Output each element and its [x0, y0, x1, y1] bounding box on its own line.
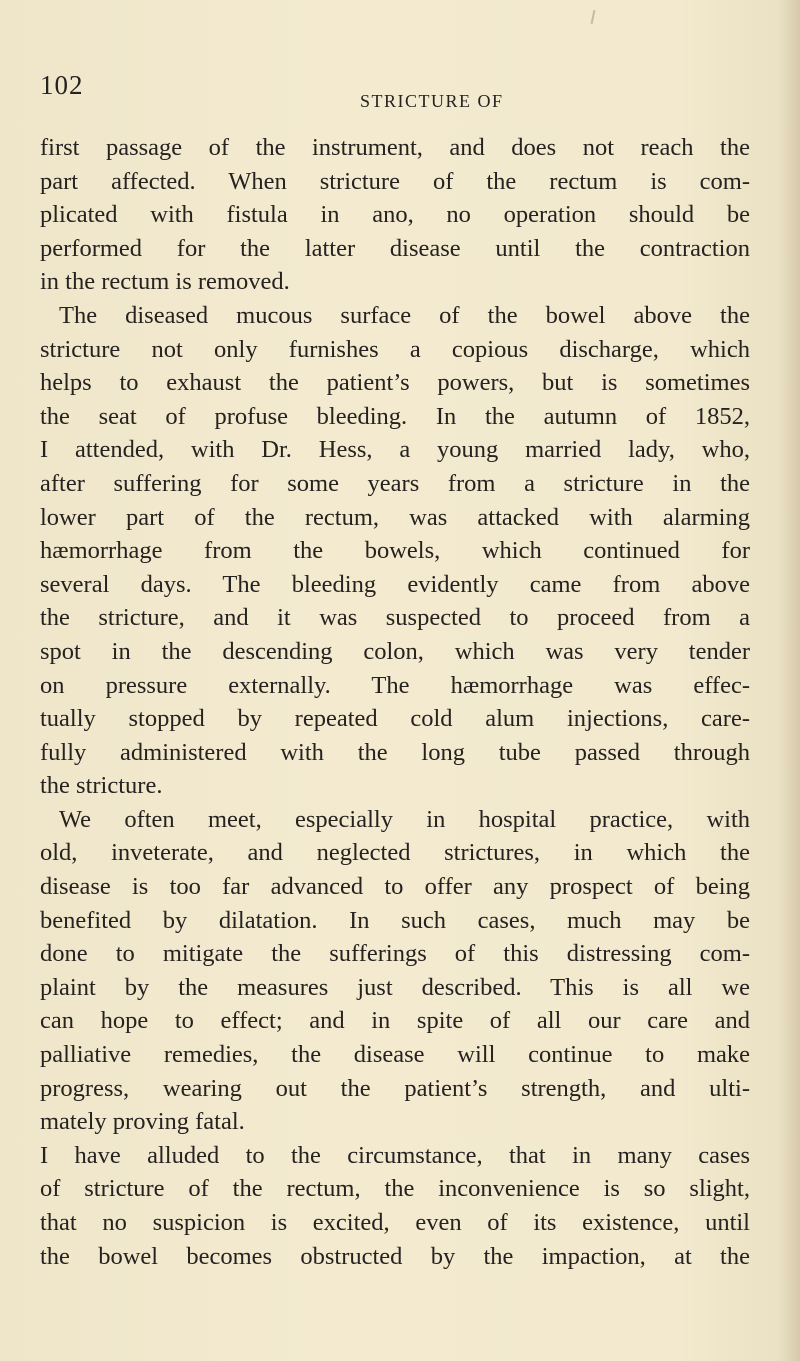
text-line: that no suspicion is excited, even of its existence, until: [40, 1209, 750, 1236]
text-line: hæmorrhage from the bowels, which continued for: [40, 537, 750, 565]
text-line: of stricture of the rectum, the inconvenience is so slight,: [40, 1175, 750, 1203]
text-line: stricture not only furnishes a copious discharge, which: [40, 335, 750, 363]
text-line: on pressure externally. The hæmorrhage was effec-: [40, 671, 750, 699]
paper-mark: [591, 10, 596, 24]
text-line: done to mitigate the sufferings of this distressing com-: [40, 940, 750, 968]
text-line: after suffering for some years from a stricture in the: [40, 469, 750, 497]
text-line: can hope to effect; and in spite of all our care and: [40, 1007, 750, 1035]
text-line: the stricture.: [40, 772, 163, 800]
running-head: STRICTURE OF: [360, 91, 504, 111]
text-line: fully administered with the long tube passed through: [40, 738, 750, 766]
text-line: part affected. When stricture of the rectum is com-: [40, 167, 750, 195]
page-edge-shadow: [778, 0, 800, 1361]
text-line: palliative remedies, the disease will continue to make: [40, 1041, 750, 1069]
text-line: helps to exhaust the patient’s powers, but is sometimes: [40, 369, 750, 397]
text-line: mately proving fatal.: [40, 1108, 245, 1136]
text-line: The diseased mucous surface of the bowel above the: [59, 301, 750, 329]
text-line: I attended, with Dr. Hess, a young married lady, who,: [40, 436, 750, 464]
text-line: lower part of the rectum, was attacked with alarming: [40, 503, 750, 531]
text-line: several days. The bleeding evidently came from above: [40, 570, 750, 598]
text-line: plaint by the measures just described. This is all we: [40, 973, 750, 1001]
text-line: progress, wearing out the patient’s strength, and ulti-: [40, 1074, 750, 1102]
text-line: in the rectum is removed.: [40, 268, 290, 296]
text-line: tually stopped by repeated cold alum injections, care-: [40, 705, 750, 733]
text-line: the bowel becomes obstructed by the impaction, at the: [40, 1242, 750, 1270]
text-line: the seat of profuse bleeding. In the autumn of 1852,: [40, 402, 750, 430]
text-line: disease is too far advanced to offer any prospect of being: [40, 873, 750, 901]
text-line: plicated with fistula in ano, no operation should be: [40, 201, 750, 229]
text-line: the stricture, and it was suspected to proceed from a: [40, 604, 750, 632]
body-text: [40, 131, 750, 1273]
text-line: old, inveterate, and neglected strictures, in which the: [40, 839, 750, 867]
text-line: benefited by dilatation. In such cases, much may be: [40, 906, 750, 934]
text-line: performed for the latter disease until the contraction: [40, 234, 750, 262]
page-number: 102: [40, 70, 84, 100]
text-line: spot in the descending colon, which was very tender: [40, 637, 750, 665]
text-line: We often meet, especially in hospital practice, with: [59, 805, 750, 833]
text-line: first passage of the instrument, and does not reach the: [40, 134, 750, 161]
text-line: I have alluded to the circumstance, that in many cases: [40, 1141, 750, 1169]
